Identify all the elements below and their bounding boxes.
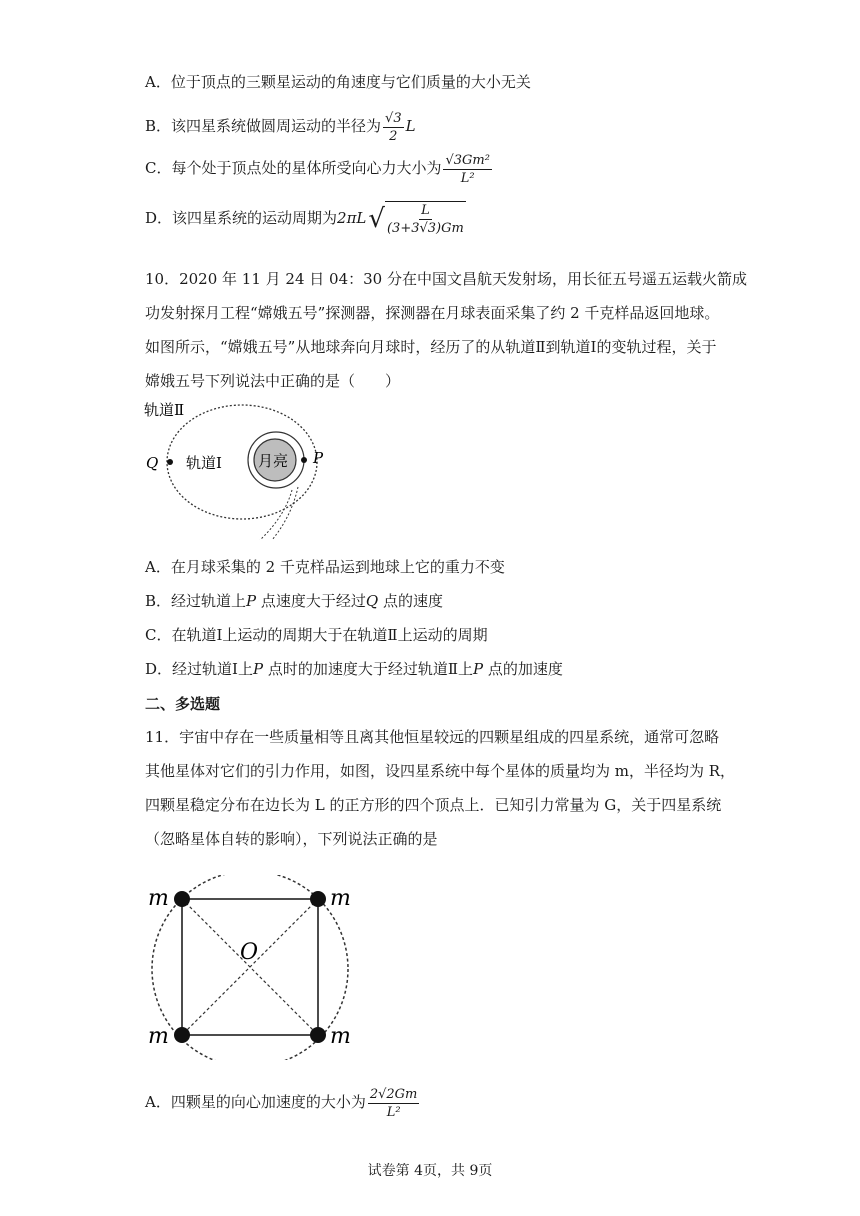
- q9-option-c: [145, 150, 494, 187]
- mass-label-tr: m: [330, 886, 351, 911]
- q11-option-a-fraction: $\frac{2√2Gm}{\text{L²}}$: [369, 1086, 418, 1120]
- page-footer: 试卷第 4页，共 9页: [367, 1163, 493, 1179]
- q11-stem: 11．宇宙中存在一些质量相等且离其他恒星较远的四颗星组成的四星系统，通常可忽略 其他星体对它们的引力作用，如图，设四星系统中每个星体的质量均为 m，半径均为 R， 四颗星稳定分布在边长为 L 的正方形的四个顶点上．已知引力常量为 G，关于四星系统 （忽略星体自转的影响），下列说法正确的是: [145, 728, 736, 848]
- four-star-figure: [140, 875, 360, 1060]
- q9-option-d-text: D．该四星系统的运动周期为: [145, 209, 338, 227]
- point-p-label: P: [313, 449, 324, 467]
- q10-option-c: C．在轨道Ⅰ上运动的周期大于在轨道Ⅱ上运动的周期: [145, 626, 488, 644]
- q9-option-a: A．位于顶点的三颗星运动的角速度与它们质量的大小无关: [145, 73, 531, 91]
- star-bottom-left: [174, 1027, 190, 1043]
- mass-label-bl: m: [148, 1024, 169, 1049]
- mass-label-br: m: [330, 1024, 351, 1049]
- star-top-left: [174, 891, 190, 907]
- q10-option-d: D．经过轨道Ⅰ上P 点时的加速度大于经过轨道Ⅱ上P 点的加速度: [145, 660, 563, 678]
- orbit2-label: 轨道Ⅱ: [144, 401, 185, 419]
- q10-option-a: A．在月球采集的 2 千克样品运到地球上它的重力不变: [145, 558, 505, 576]
- moon-label: 月亮: [258, 452, 289, 470]
- q11-option-a-text: A．四颗星的向心加速度的大小为: [145, 1093, 366, 1111]
- q11-option-a: [145, 1082, 421, 1122]
- approach-path: [260, 490, 292, 540]
- q9-option-b-text: B．该四星系统做圆周运动的半径为: [145, 117, 382, 135]
- point-q-label: Q: [146, 454, 159, 472]
- center-label: O: [240, 940, 259, 965]
- q10-option-b: B．经过轨道上P 点速度大于经过Q 点的速度: [145, 592, 443, 610]
- sqrt-symbol: √: [368, 204, 385, 234]
- q9-option-b: B．该四星系统做圆周运动的半径为 $\frac{√3}{2}$ L: [145, 110, 416, 144]
- star-bottom-right: [310, 1027, 326, 1043]
- point-p-dot: [301, 457, 307, 463]
- section-heading: 二、多选题: [145, 695, 221, 713]
- orbit1-label: 轨道Ⅰ: [186, 454, 222, 472]
- q9-option-d: D．该四星系统的运动周期为2πL√ $\frac{L}{(3+3√3)Gm}$: [145, 198, 468, 239]
- q9-option-d-fraction: $\frac{L}{(3+3√3)Gm}$: [386, 203, 464, 236]
- orbit-figure: [140, 395, 340, 540]
- q9-option-c-text: C．每个处于顶点处的星体所受向心力大小为: [145, 159, 442, 177]
- mass-label-tl: m: [148, 886, 169, 911]
- q9-option-c-fraction: $\frac{\text{√3Gm²}}{\text{L²}}$: [445, 152, 490, 186]
- q9-option-b-fraction: $\frac{√3}{2}$: [385, 110, 402, 144]
- star-top-right: [310, 891, 326, 907]
- point-q-dot: [167, 459, 173, 465]
- q10-stem: 10．2020 年 11 月 24 日 04：30 分在中国文昌航天发射场，用长征五号遥五运载火箭成 功发射探月工程“嫦娥五号”探测器，探测器在月球表面采集了约 2 千克样品返回地球。 如图所示，“嫦娥五号”从地球奔向月球时，经历了的从轨道Ⅱ到轨道Ⅰ的变轨过程，关于 嫦娥五号下列说法中正确的是（ ）: [145, 270, 747, 390]
